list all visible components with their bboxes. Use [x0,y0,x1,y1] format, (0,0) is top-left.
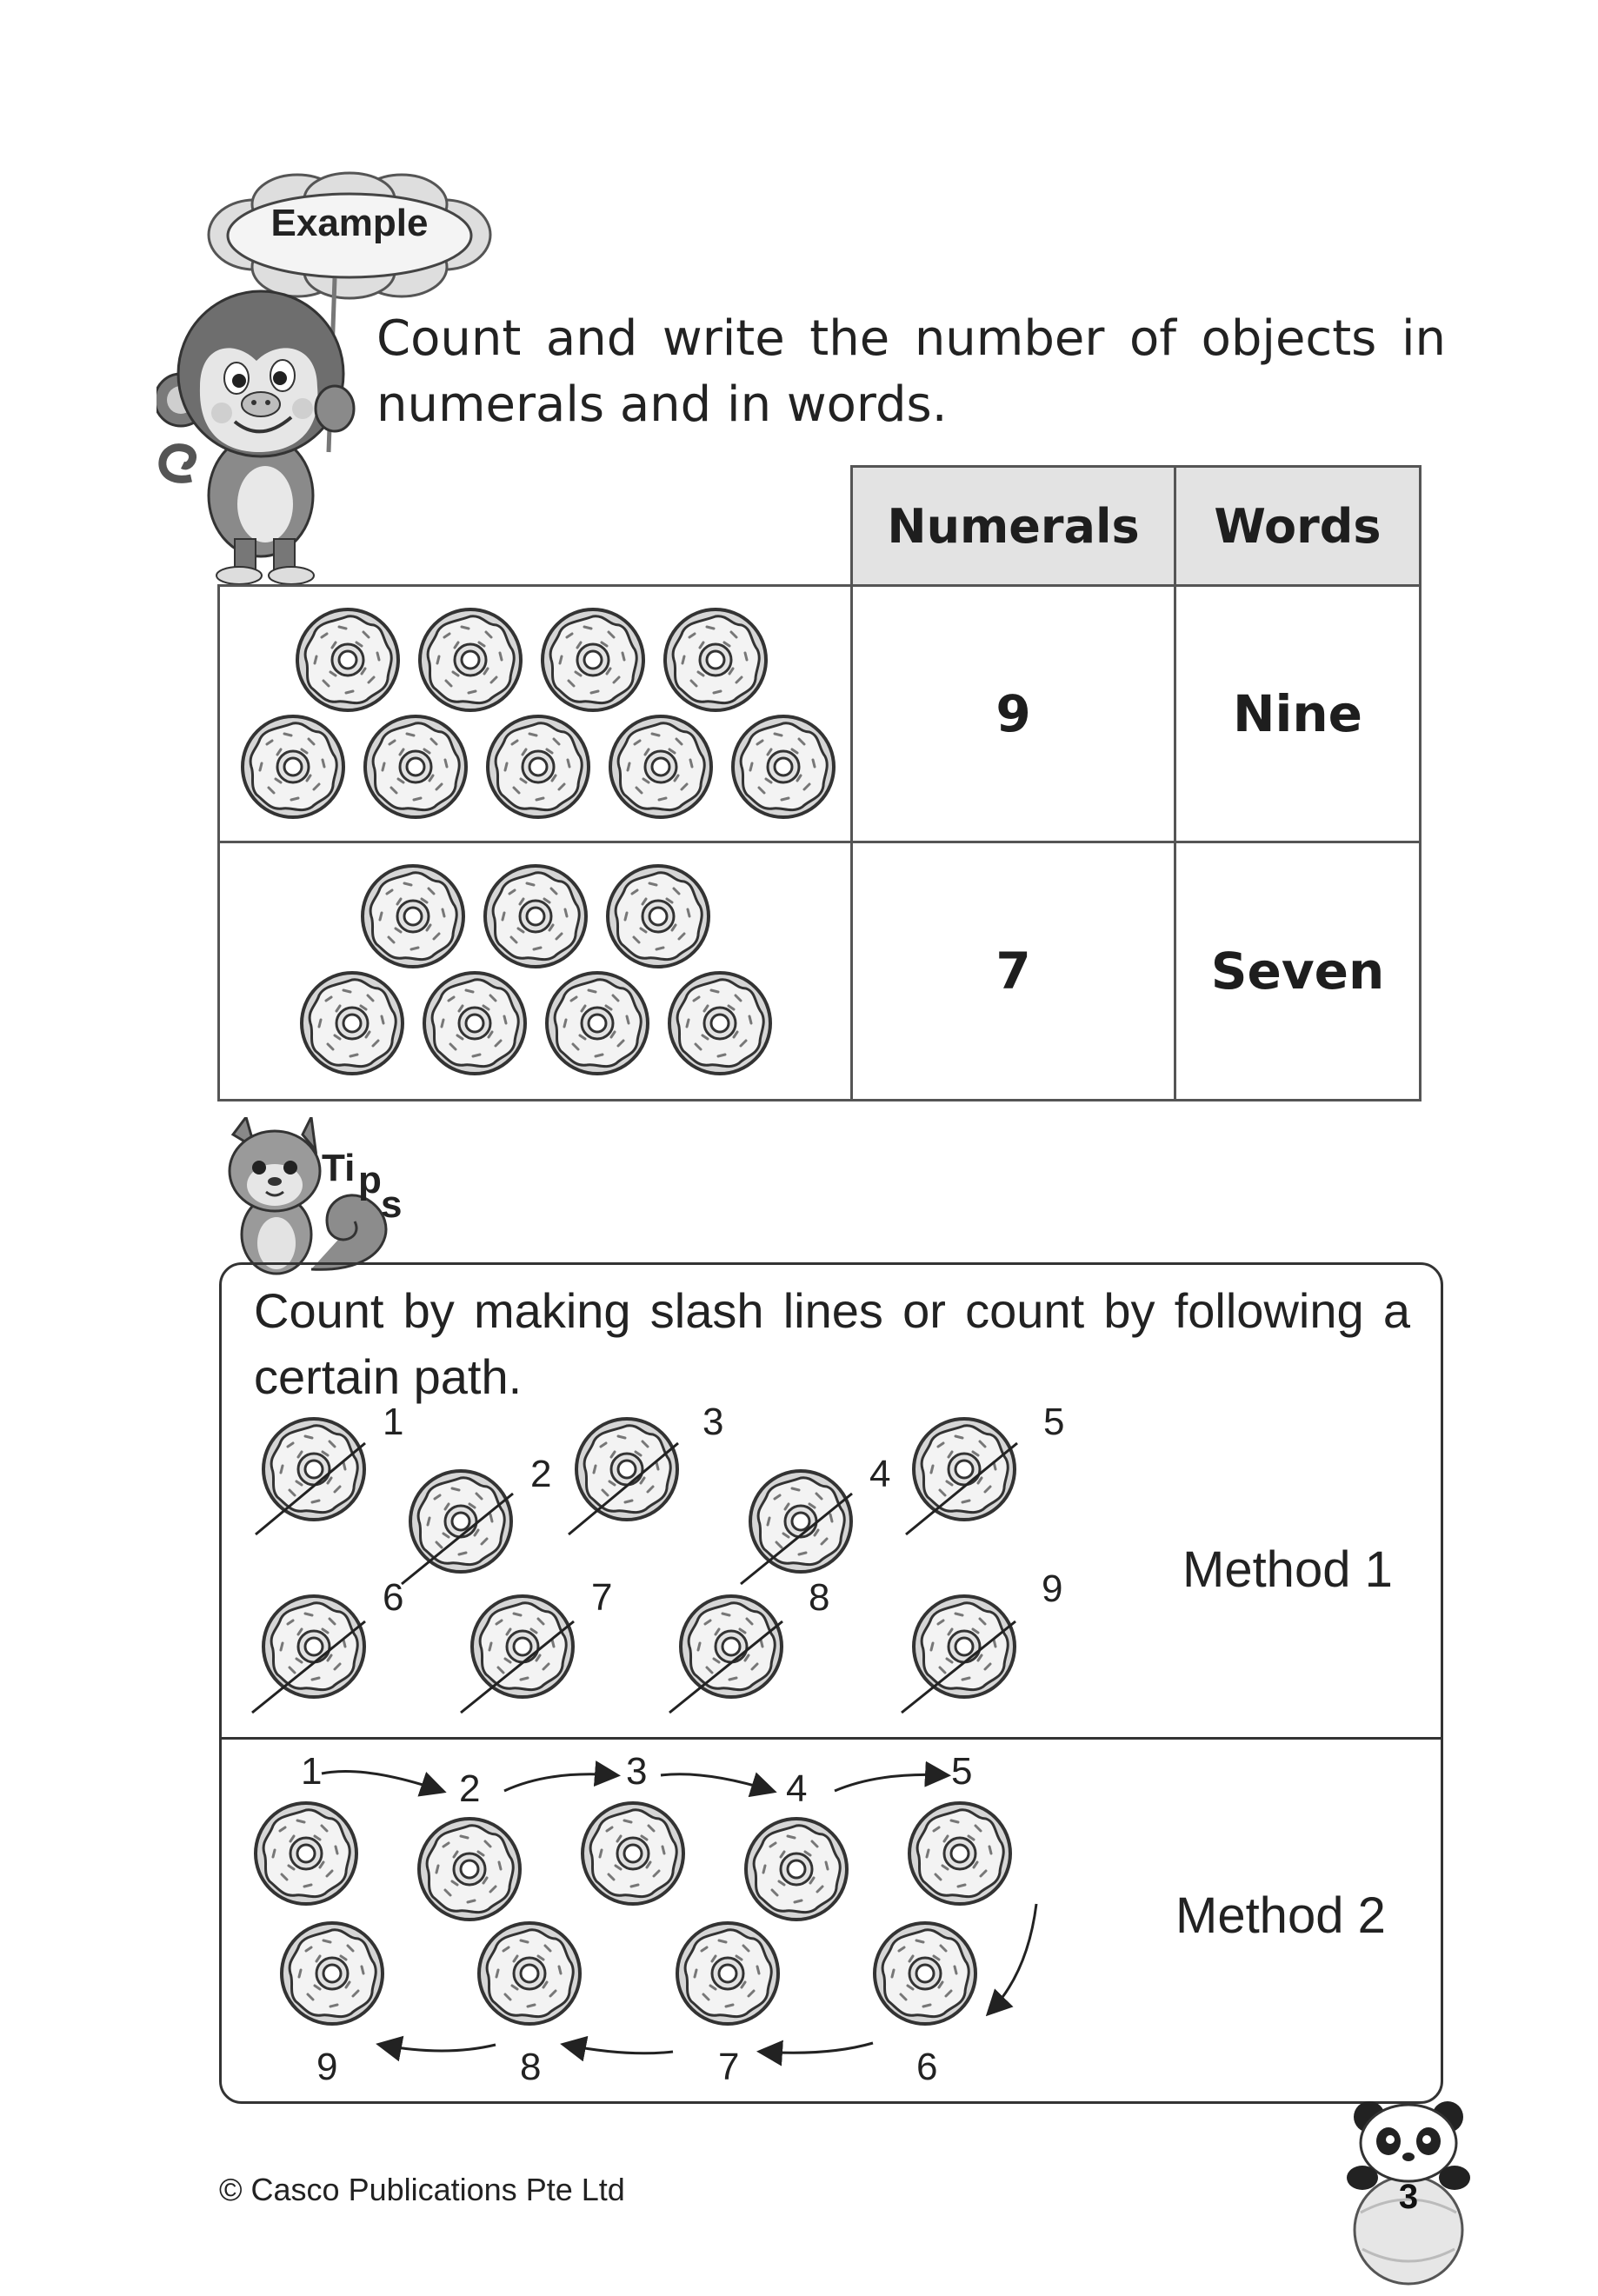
row1-picture-cell [217,584,853,843]
arrow-icon [661,1774,772,1791]
header-words: Words [1174,465,1422,587]
row2-picture-cell [217,841,853,1101]
tips-label [322,1139,426,1226]
method2-donuts [256,1803,1010,2024]
donut-icon [297,609,398,710]
donut-icon [485,866,586,967]
page-number: 3 [1398,2178,1419,2216]
m1-num-2: 2 [530,1453,552,1495]
arrow-icon [504,1774,616,1791]
m2-num-4: 4 [786,1767,808,1810]
example-badge-label: Example [270,202,429,244]
donut-icon [610,716,711,817]
m1-num-7: 7 [591,1576,613,1619]
method1-label: Method 1 [1182,1541,1393,1598]
donut-icon [665,609,766,710]
donut-icon [420,609,521,710]
donut-icon [547,973,648,1074]
arrow-icon [762,2043,873,2053]
row1-donuts [220,587,850,841]
m1-num-9: 9 [1042,1567,1063,1610]
arrow-icon [835,1774,946,1791]
donut-icon [669,973,770,1074]
m1-num-5: 5 [1043,1401,1065,1443]
m1-num-8: 8 [809,1576,830,1619]
tips-label-part-3: s [381,1183,403,1226]
header-numerals: Numerals [850,465,1176,587]
donut-icon [543,609,643,710]
m1-num-6: 6 [383,1576,404,1619]
donut-icon [363,866,463,967]
m2-num-8: 8 [520,2046,542,2088]
row2-numeral: 7 [850,841,1176,1101]
m1-num-3: 3 [702,1401,724,1443]
donut-icon [488,716,589,817]
example-table [217,465,1439,1108]
method1-donuts [263,1419,1015,1697]
arrow-icon [381,2045,496,2051]
m2-num-9: 9 [316,2046,338,2088]
m2-num-2: 2 [459,1767,481,1810]
m1-num-4: 4 [869,1453,891,1495]
donut-icon [733,716,834,817]
m2-num-5: 5 [951,1750,973,1793]
instruction-text: Count and write the number of objects in numerals and in words. [376,310,1446,433]
m2-num-1: 1 [301,1750,323,1793]
row2-word: Seven [1174,841,1422,1101]
donut-icon [608,866,709,967]
m2-num-7: 7 [718,2046,740,2088]
arrow-icon [322,1772,442,1792]
arrow-icon [565,2045,673,2053]
row2-donuts [220,843,850,1099]
tips-label-part-2: p [358,1159,382,1201]
copyright-text: © Casco Publications Pte Ltd [219,2172,625,2207]
row1-word: Nine [1174,584,1422,843]
arrow-icon [989,1904,1036,2013]
donut-icon [365,716,466,817]
donut-icon [243,716,343,817]
method2-label: Method 2 [1175,1887,1386,1944]
m2-num-6: 6 [916,2046,938,2088]
donut-icon [302,973,403,1074]
tips-label-part-1: Ti [322,1147,356,1189]
donut-icon [424,973,525,1074]
tips-text: Count by making slash lines or count by following a certain path. [254,1283,1410,1404]
row1-numeral: 9 [850,584,1176,843]
m1-num-1: 1 [383,1401,404,1443]
m2-num-3: 3 [626,1750,648,1793]
